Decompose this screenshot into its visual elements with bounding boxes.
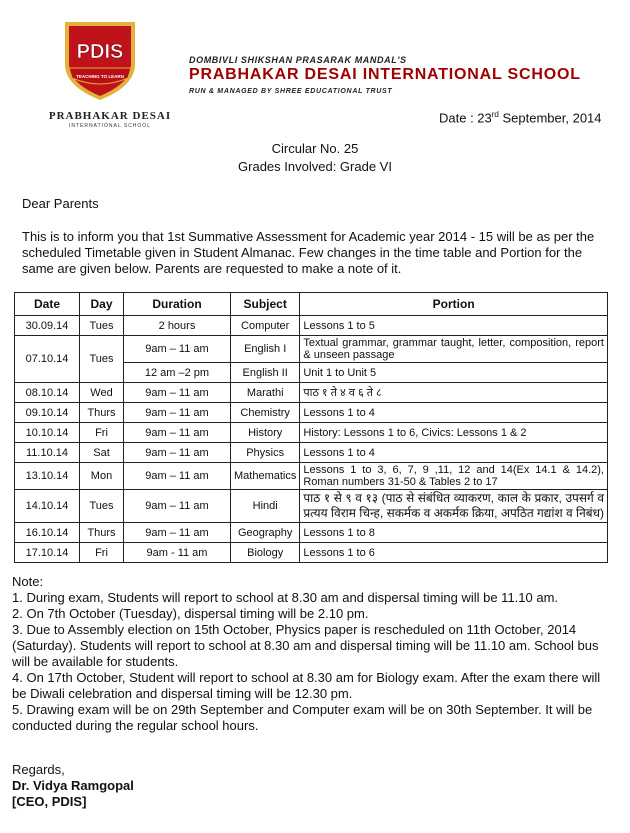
closing: Regards,: [12, 762, 65, 777]
header-portion: Portion: [300, 293, 608, 316]
signatory-title: [CEO, PDIS]: [12, 794, 87, 809]
signature-block: [12, 762, 134, 810]
cell-duration: 9am – 11 am: [124, 403, 231, 423]
cell-date: 13.10.14: [15, 463, 80, 490]
cell-portion: Unit 1 to Unit 5: [300, 363, 608, 383]
circular-number: Circular No. 25: [271, 141, 359, 156]
cell-duration: 9am – 11 am: [124, 463, 231, 490]
cell-duration: 9am – 11 am: [124, 443, 231, 463]
signatory-name: Dr. Vidya Ramgopal: [12, 778, 134, 793]
cell-day: Wed: [80, 383, 124, 403]
table-row: [15, 543, 608, 563]
table-row: [15, 316, 608, 336]
table-header-row: [15, 293, 608, 316]
cell-duration: 9am – 11 am: [124, 423, 231, 443]
cell-portion: Textual grammar, grammar taught, letter, composition, report & unseen passage: [300, 336, 608, 363]
notes-section: [12, 574, 618, 734]
cell-portion: Lessons 1 to 4: [300, 403, 608, 423]
cell-subject: History: [231, 423, 300, 443]
salutation: Dear Parents: [22, 196, 99, 211]
cell-day: Fri: [80, 423, 124, 443]
logo-ribbon-text: TEACHING TO LEARN: [76, 74, 124, 79]
table-row: [15, 336, 608, 363]
logo-text: PDIS: [76, 41, 124, 63]
cell-date: 08.10.14: [15, 383, 80, 403]
school-logo-shield: [62, 18, 138, 102]
cell-portion: पाठ १ ते ४ व ६ ते ८: [300, 383, 608, 403]
cell-portion: History: Lessons 1 to 6, Civics: Lessons 1 & 2: [300, 423, 608, 443]
cell-portion: Lessons 1 to 3, 6, 7, 9 ,11, 12 and 14(Ex 14.1 & 14.2), Roman numbers 31-50 & Tables 2 to 17: [300, 463, 608, 490]
cell-subject: Geography: [231, 523, 300, 543]
cell-portion: पाठ १ से ९ व १३ (पाठ से संबंधित व्याकरण, काल के प्रकार, उपसर्ग व प्रत्यय विराम चिन्ह, सकर्मक व अकर्मक क्रिया, अपठित गद्यांश व निबंध): [300, 490, 608, 523]
cell-duration: 9am – 11 am: [124, 523, 231, 543]
cell-date: 10.10.14: [15, 423, 80, 443]
note-item: 5. Drawing exam will be on 29th September and Computer exam will be on 30th September. It will be conducted during the regular school hours.: [12, 702, 593, 733]
cell-subject: Physics: [231, 443, 300, 463]
cell-duration: 9am - 11 am: [124, 543, 231, 563]
note-item: 3. Due to Assembly election on 15th October, Physics paper is rescheduled on 11th October, 2014 (Saturday). Students will report to school at 8.30 am and dispersal timing will be 11.10 am. School bus will be available for students.: [12, 622, 599, 669]
cell-portion: Lessons 1 to 4: [300, 443, 608, 463]
cell-portion: Lessons 1 to 8: [300, 523, 608, 543]
cell-day: Fri: [80, 543, 124, 563]
cell-duration: 2 hours: [124, 316, 231, 336]
cell-duration: 9am – 11 am: [124, 383, 231, 403]
cell-date: 14.10.14: [15, 490, 80, 523]
cell-duration: 9am – 11 am: [124, 490, 231, 523]
header-duration: Duration: [124, 293, 231, 316]
table-row: [15, 490, 608, 523]
table-row: [15, 403, 608, 423]
cell-day: Tues: [80, 336, 124, 383]
school-name: PRABHAKAR DESAI INTERNATIONAL SCHOOL: [189, 66, 581, 83]
header-day: Day: [80, 293, 124, 316]
cell-day: Sat: [80, 443, 124, 463]
cell-date: 16.10.14: [15, 523, 80, 543]
intro-paragraph: This is to inform you that 1st Summative Assessment for Academic year 2014 - 15 will be as per the scheduled Timetable given in Student Almanac. Few changes in the time table and Portion for the same are given below. Parents are requested to make a note of it.: [22, 229, 595, 276]
cell-subject: Mathematics: [231, 463, 300, 490]
table-row: [15, 383, 608, 403]
table-row: [15, 523, 608, 543]
cell-portion: Lessons 1 to 5: [300, 316, 608, 336]
note-item: 2. On 7th October (Tuesday), dispersal timing will be 2.10 pm.: [12, 606, 369, 621]
cell-portion: Lessons 1 to 6: [300, 543, 608, 563]
cell-subject: Biology: [231, 543, 300, 563]
cell-day: Tues: [80, 490, 124, 523]
logo-name: PRABHAKAR DESAI: [48, 110, 172, 122]
table-row: [15, 443, 608, 463]
cell-subject: Marathi: [231, 383, 300, 403]
note-item: 4. On 17th October, Student will report to school at 8.30 am for Biology exam. After the exam there will be Diwali celebration and dispersal timing will be 12.30 pm.: [12, 670, 601, 701]
cell-day: Thurs: [80, 523, 124, 543]
cell-day: Tues: [80, 316, 124, 336]
cell-subject: Computer: [231, 316, 300, 336]
table-row: [15, 463, 608, 490]
cell-date: 07.10.14: [15, 336, 80, 383]
cell-date: 17.10.14: [15, 543, 80, 563]
header-subject: Subject: [231, 293, 300, 316]
cell-duration: 12 am –2 pm: [124, 363, 231, 383]
exam-timetable: [14, 292, 608, 563]
cell-subject: English I: [231, 336, 300, 363]
header-date: Date: [15, 293, 80, 316]
logo-caption: [40, 110, 180, 129]
circular-date: Date : 23rd September, 2014: [439, 110, 602, 126]
cell-date: 11.10.14: [15, 443, 80, 463]
notes-title: Note:: [12, 574, 44, 589]
cell-duration: 9am – 11 am: [124, 336, 231, 363]
cell-subject: Chemistry: [231, 403, 300, 423]
cell-day: Thurs: [80, 403, 124, 423]
cell-subject: English II: [231, 363, 300, 383]
logo-subname: INTERNATIONAL SCHOOL: [69, 123, 151, 129]
cell-date: 09.10.14: [15, 403, 80, 423]
cell-day: Mon: [80, 463, 124, 490]
org-name: DOMBIVLI SHIKSHAN PRASARAK MANDAL'S: [189, 55, 407, 65]
grades-involved: Grades Involved: Grade VI: [238, 159, 392, 174]
note-item: 1. During exam, Students will report to school at 8.30 am and dispersal timing will be 11.10 am.: [12, 590, 559, 605]
trust-line: RUN & MANAGED BY SHREE EDUCATIONAL TRUST: [189, 88, 393, 95]
cell-date: 30.09.14: [15, 316, 80, 336]
table-row: [15, 423, 608, 443]
cell-subject: Hindi: [231, 490, 300, 523]
